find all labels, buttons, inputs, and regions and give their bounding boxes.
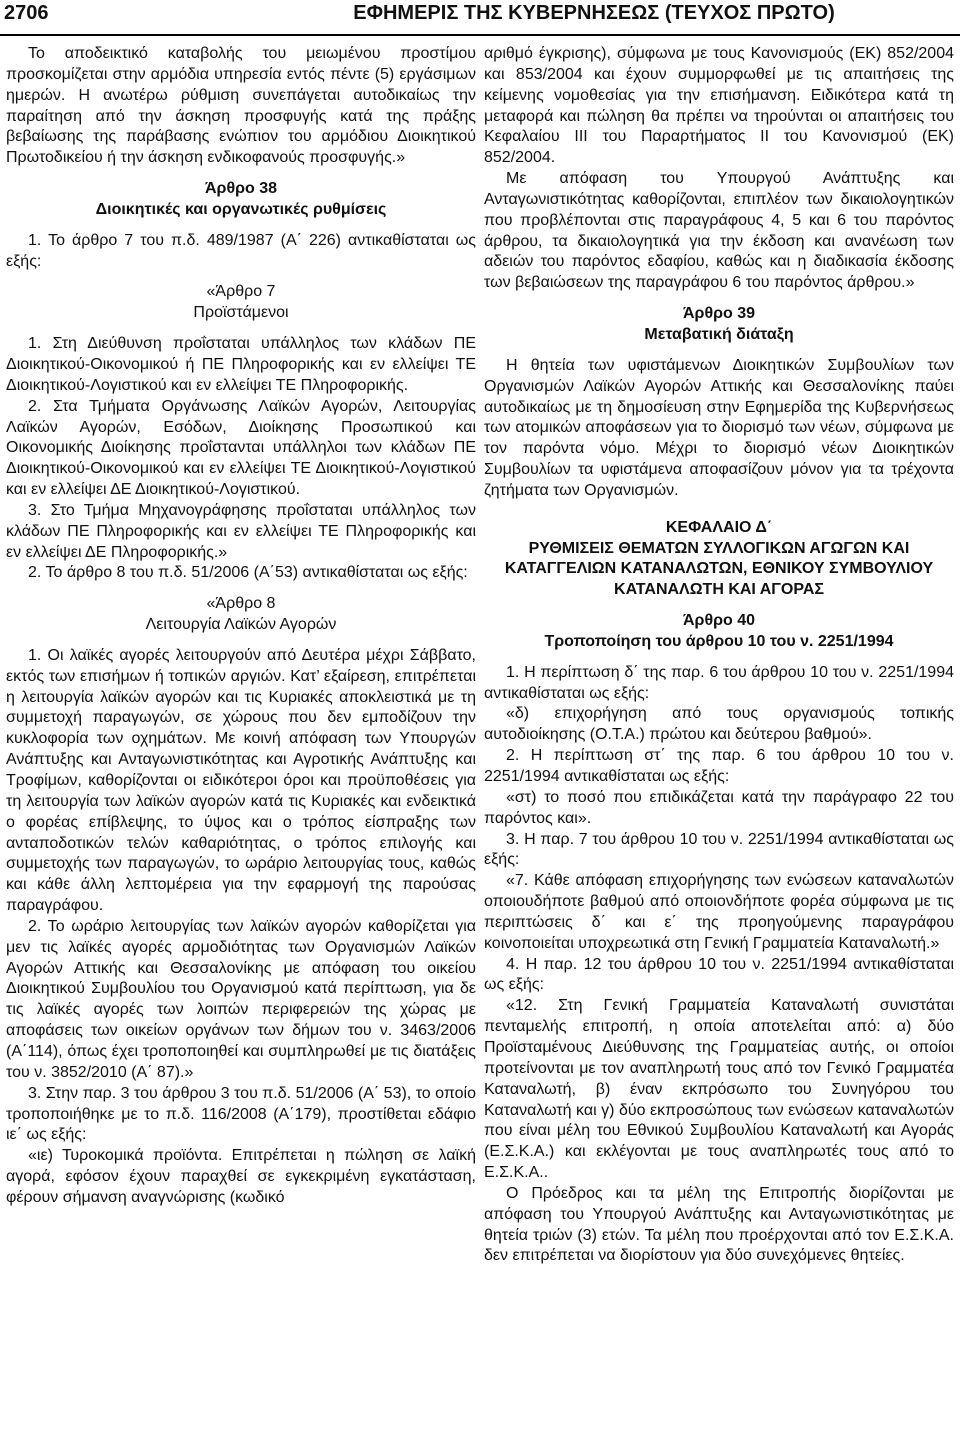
article-7-heading: «Άρθρο 7 [206, 283, 276, 301]
paragraph: Ο Πρόεδρος και τα μέλη της Επιτροπής διορίζονται με απόφαση του Υπουργού Ανάπτυξης και Ανταγωνιστικότητας με θητεία τριών (3) ετών. Τα μέλη που προέρχονται από τον Ε.Σ.Κ.Α. δεν επιτρέπεται να διορίστουν για δύο συνεχόμενες θητείες. [484, 1184, 954, 1265]
paragraph: 4. Η παρ. 12 του άρθρου 10 του ν. 2251/1994 αντικαθίσταται ως εξής: [484, 955, 954, 994]
article-40-heading: Άρθρο 40 [682, 612, 755, 630]
article-39-subtitle: Μεταβατική διάταξη [644, 325, 794, 343]
chapter-heading: ΚΕΦΑΛΑΙΟ Δ΄ [665, 518, 773, 536]
paragraph: αριθμό έγκρισης), σύμφωνα με τους Κανονισμούς (ΕΚ) 852/2004 και 853/2004 και έχουν συμμορφωθεί με τις απαιτήσεις της κείμενης νομοθεσίας για την επισήμανση. Ειδικότερα κατά τη μεταφορά και πώληση θα πρέπει να τηρούνται οι απαιτήσεις του Κεφαλαίου ΙΙΙ του Παραρτήματος ΙΙ του Κανονισμού (ΕΚ) 852/2004. [484, 45, 954, 167]
right-column [484, 44, 954, 1267]
article-8-heading: «Άρθρο 8 [206, 595, 276, 613]
article-38-heading: Άρθρο 38 [204, 180, 277, 198]
paragraph: 3. Η παρ. 7 του άρθρου 10 του ν. 2251/1994 αντικαθίσταται ως εξής: [484, 830, 954, 869]
page-number: 2706 [4, 2, 49, 24]
chapter-title: ΡΥΘΜΙΣΕΙΣ ΘΕΜΑΤΩΝ ΣΥΛΛΟΓΙΚΩΝ ΑΓΩΓΩΝ ΚΑΙ ΚΑΤΑΓΓΕΛΙΩΝ ΚΑΤΑΝΑΛΩΤΩΝ, ΕΘΝΙΚΟΥ ΣΥΜΒΟΥΛΙΟΥ ΚΑΤΑΝΑΛΩΤΗ ΚΑΙ ΑΓΟΡΑΣ [504, 539, 934, 599]
article-40-subtitle: Τροποποίηση του άρθρου 10 του ν. 2251/1994 [544, 632, 894, 650]
paragraph: 1. Η περίπτωση δ΄ της παρ. 6 του άρθρου 10 του ν. 2251/1994 αντικαθίσταται ως εξής: [484, 663, 954, 702]
paragraph: 2. Η περίπτωση στ΄ της παρ. 6 του άρθρου 10 του ν. 2251/1994 αντικαθίσταται ως εξής: [484, 747, 954, 785]
paragraph: «δ) επιχορήγηση από τους οργανισμούς τοπικής αυτοδιοίκησης (Ο.Τ.Α.) πρώτου και δεύτερου βαθμού». [484, 705, 954, 744]
paragraph: «7. Κάθε απόφαση επιχορήγησης των ενώσεων καταναλωτών οποιουδήποτε βαθμού από οποιονδήποτε φορέα σύμφωνα με τις περιπτώσεις δ΄ και ε΄ της προηγούμενης παραγράφου κοινοποιείται υποχρεωτικά στη Γενική Γραμματεία Καταναλωτή.» [484, 872, 954, 952]
article-7-subtitle: Προϊστάμενοι [193, 304, 289, 322]
paragraph: 2. Στα Τμήματα Οργάνωσης Λαϊκών Αγορών, Λειτουργίας Λαϊκών Αγορών, Εσόδων, Διοίκησης Προσωπικού και Οικονομικής Διοίκησης προΐστανται υπάλληλοι των κλάδων ΠΕ Διοικητικού-Οικονομικού και εν ελλείψει ΤΕ Διοικητικού-Λογιστικού και εν ελλείψει ΔΕ Διοικητικού-Λογιστικού. [6, 397, 476, 499]
left-column [6, 44, 476, 1209]
page-header [0, 0, 960, 36]
paragraph: Με απόφαση του Υπουργού Ανάπτυξης και Ανταγωνιστικότητας καθορίζονται, επιπλέον των δικαιολογητικών που προβλέπονται στις παραγράφους 4, 5 και 6 του παρόντος άρθρου, τα δικαιολογητικά για την έκδοση και ανανέωση των αδειών του παρόντος εδαφίου, καθώς και η διαδικασία έκδοσης των βεβαιώσεων της παραγράφου 6 του παρόντος άρθρου.» [484, 170, 954, 292]
paragraph: 1. Το άρθρο 7 του π.δ. 489/1987 (Α΄ 226) αντικαθίσταται ως εξής: [6, 231, 476, 270]
paragraph: «12. Στη Γενική Γραμματεία Καταναλωτή συνιστάται πενταμελής επιτροπή, η οποία αποτελείται από: α) δύο Προϊσταμένους Διεύθυνσης της Γραμματείας αυτής, οι οποίοι προτείνονται με τον αναπληρωτή τους από τον Γενικό Γραμματέα Καταναλωτή, β) έναν εκπρόσωπο του Συνηγόρου του Καταναλωτή και γ) δύο εκπροσώπους των ενώσεων καταναλωτών που είναι μέλη του Εθνικού Συμβουλίου Καταναλωτή και Αγοράς (Ε.Σ.Κ.Α.) και εκλέγονται με τους αναπληρωτές τους από το Ε.Σ.Κ.Α.. [484, 997, 954, 1182]
paragraph: 2. Το άρθρο 8 του π.δ. 51/2006 (Α΄53) αντικαθίσταται ως εξής: [28, 564, 468, 582]
paragraph: «στ) το ποσό που επιδικάζεται κατά την παράγραφο 22 του παρόντος και». [484, 788, 954, 827]
paragraph: 1. Στη Διεύθυνση προΐσταται υπάλληλος των κλάδων ΠΕ Διοικητικού-Οικονομικού ή ΠΕ Πληροφορικής και εν ελλείψει ΤΕ Διοικητικού-Λογιστικού και εν ελλείψει ΤΕ Πληροφορικής. [6, 335, 476, 394]
paragraph: 1. Οι λαϊκές αγορές λειτουργούν από Δευτέρα μέχρι Σάββατο, εκτός των επισήμων ή τοπικών αργιών. Κατ’ εξαίρεση, επιτρέπεται η λειτουργία λαϊκών αγορών και τις Κυριακές αποκλειστικά με τη συμμετοχή παραγωγών, σε χώρους που δεν εμποδίζουν την κυκλοφορία των οχημάτων. Με κοινή απόφαση των Υπουργών Ανάπτυξης και Ανταγωνιστικότητας και Αγροτικής Ανάπτυξης και Τροφίμων, καθορίζονται οι ειδικότεροι όροι και προϋποθέσεις για τη λειτουργία των λαϊκών αγορών κατά τις Κυριακές και ενδεικτικά ο φορέας επίβλεψης, το ύψος και ο τρόπος είσπραξης των ανταποδοτικών τελών καθαριότητας, ο τρόπος επιλογής και συμμετοχής των παραγωγών, το ωράριο λειτουργίας τους, καθώς και κάθε άλλη λεπτομέρεια για την εφαρμογή της παρούσας παραγράφου. [6, 646, 476, 915]
paragraph: 3. Στην παρ. 3 του άρθρου 3 του π.δ. 51/2006 (Α΄ 53), το οποίο τροποποιήθηκε με το π.δ. 116/2008 (Α΄179), προστίθεται εδάφιο ιε΄ ως εξής: [6, 1084, 476, 1144]
article-8-subtitle: Λειτουργία Λαϊκών Αγορών [145, 616, 337, 634]
paragraph: «ιε) Τυροκομικά προϊόντα. Επιτρέπεται η πώληση σε λαϊκή αγορά, εφόσον έχουν παραχθεί σε εγκεκριμένη εγκατάσταση, φέρουν σήμανση αναγνώρισης (κωδικό [6, 1147, 476, 1206]
article-38-subtitle: Διοικητικές και οργανωτικές ρυθμίσεις [95, 200, 387, 218]
article-39-heading: Άρθρο 39 [682, 305, 755, 323]
paragraph: 3. Στο Τμήμα Μηχανογράφησης προΐσταται υπάλληλος των κλάδων ΠΕ Πληροφορικής και εν ελλείψει ΤΕ Πληροφορικής και εν ελλείψει ΔΕ Πληροφορικής.» [6, 501, 476, 561]
paragraph: Η θητεία των υφιστάμενων Διοικητικών Συμβουλίων των Οργανισμών Λαϊκών Αγορών Αττικής και Θεσσαλονίκης παύει αυτοδικαίως με τη δημοσίευση στην Εφημερίδα της Κυβερνήσεως των ατομικών αποφάσεων για το διορισμό των νέων, σύμφωνα με τον παρόντα νόμο. Μέχρι το διορισμό νέων Διοικητικών Συμβουλίων τα υφιστάμενα αποφασίζουν μόνον για τα τρέχοντα ζητήματα των Οργανισμών. [484, 356, 954, 499]
paragraph: 2. Το ωράριο λειτουργίας των λαϊκών αγορών καθορίζεται για μεν τις λαϊκές αγορές αρμοδιότητας των Οργανισμών Λαϊκών Αγορών Αττικής και Θεσσαλονίκης με απόφαση του οικείου Διοικητικού Συμβουλίου του Οργανισμού κατά περίπτωση, για δε τις λαϊκές αγορές των λοιπών περιφερειών της χώρας με αποφάσεις των οικείων οργάνων των δήμων του ν. 3463/2006 (Α΄114), όπως έχει τροποποιηθεί και συμπληρωθεί με τις διατάξεις του ν. 3852/2010 (Α΄ 87).» [6, 917, 476, 1081]
paragraph: Το αποδεικτικό καταβολής του μειωμένου προστίμου προσκομίζεται στην αρμόδια υπηρεσία εντός πέντε (5) εργάσιμων ημερών. Η ανωτέρω ρύθμιση συνεπάγεται αυτοδικαίως την παραίτηση από την άσκηση προσφυγής κατά της πράξης βεβαίωσης της παράβασης ενώπιον του αρμόδιου Διοικητικού Πρωτοδικείου ή την άσκηση ενδικοφανούς προσφυγής.» [6, 45, 476, 167]
gazette-title: ΕΦΗΜΕΡΙΣ ΤΗΣ ΚΥΒΕΡΝΗΣΕΩΣ (ΤΕΥΧΟΣ ΠΡΩΤΟ) [353, 2, 835, 24]
